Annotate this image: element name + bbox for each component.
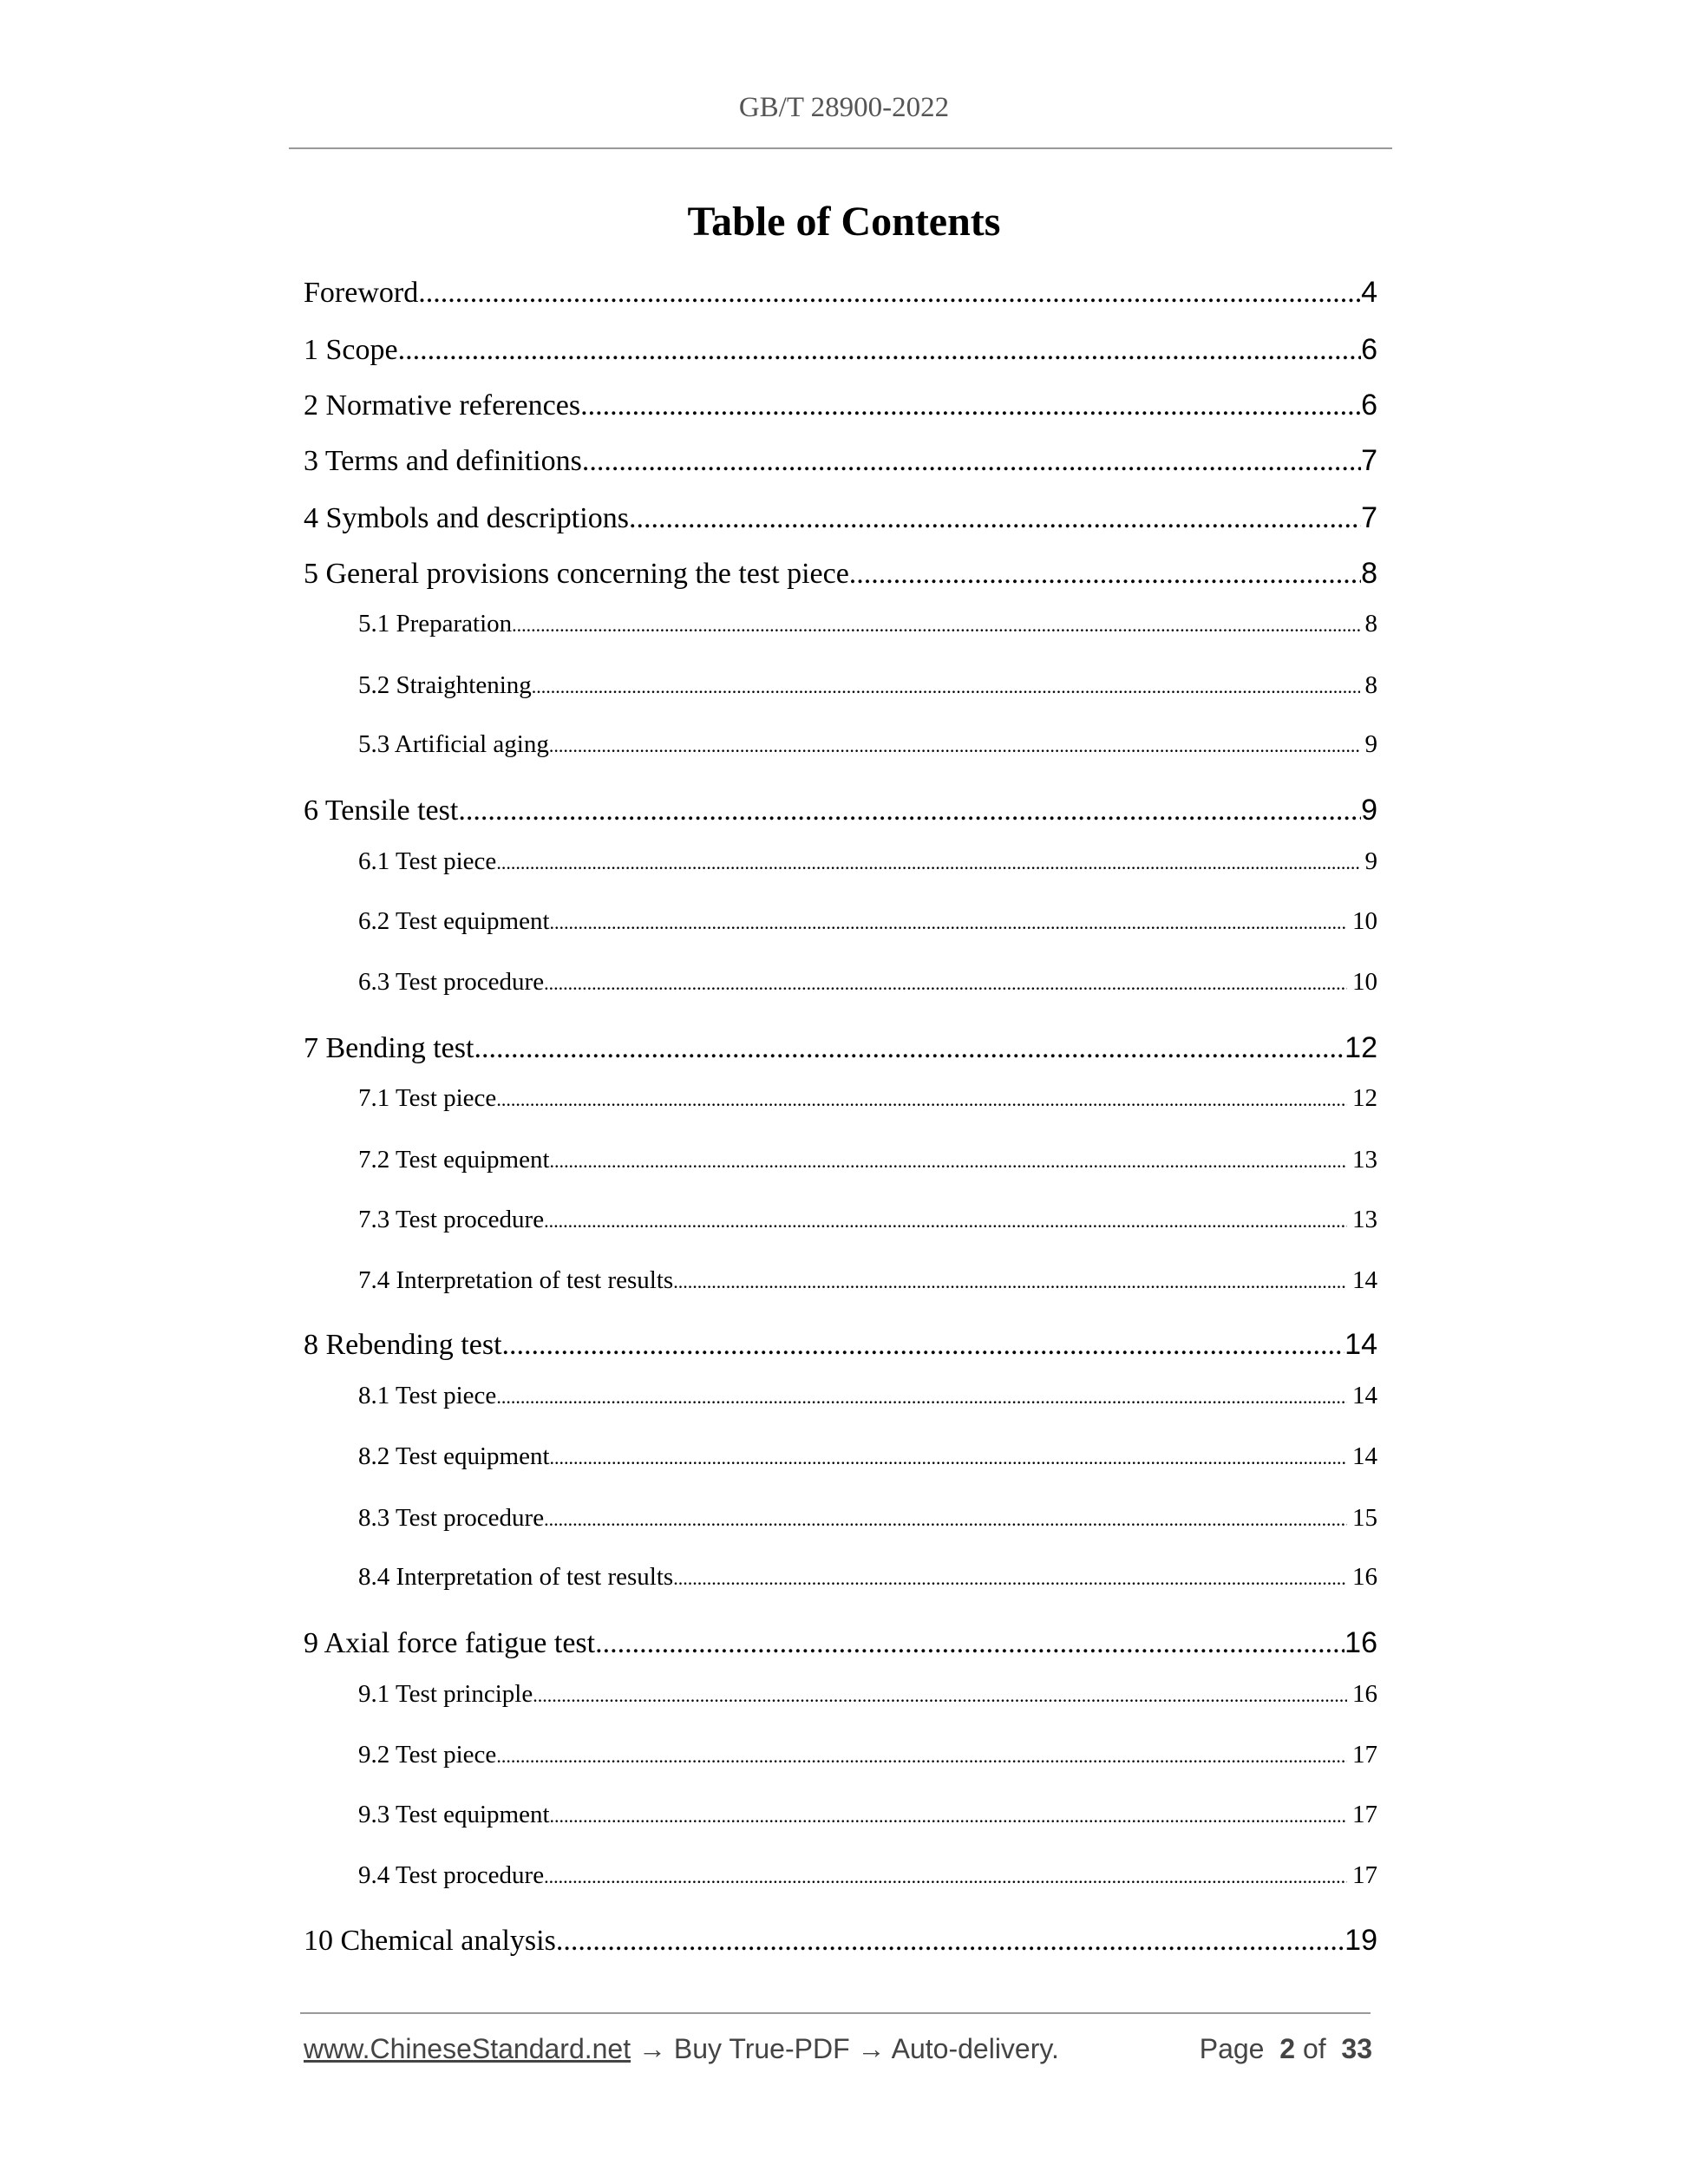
- toc-entry-label: 5.3 Artificial aging: [358, 730, 549, 758]
- dot-leader: [496, 1386, 1347, 1409]
- toc-entry-page: 4: [1361, 276, 1377, 309]
- toc-entry-label: 4 Symbols and descriptions: [304, 502, 629, 534]
- toc-entry[interactable]: [304, 276, 1377, 314]
- toc-entry-label: 9 Axial force fatigue test: [304, 1627, 596, 1659]
- toc-entry-label: 8 Rebending test: [304, 1329, 502, 1361]
- toc-entry-label: 10 Chemical analysis: [304, 1925, 556, 1957]
- dot-leader: [849, 558, 1361, 591]
- toc-entry[interactable]: [304, 1031, 1377, 1069]
- toc-entry[interactable]: [358, 907, 1377, 940]
- toc-entry[interactable]: [358, 1382, 1377, 1415]
- toc-entry-page: 13: [1352, 1146, 1377, 1174]
- dot-leader: [550, 1150, 1347, 1173]
- toc-entry-label: 8.2 Test equipment: [358, 1442, 550, 1470]
- toc-entry-page: 10: [1352, 907, 1377, 935]
- dot-leader: [496, 852, 1359, 874]
- toc-entry[interactable]: [358, 610, 1377, 643]
- toc-entry[interactable]: [358, 968, 1377, 1001]
- footer-promo: [304, 2033, 1059, 2065]
- toc-entry[interactable]: [358, 1442, 1377, 1475]
- toc-entry-label: 8.4 Interpretation of test results: [358, 1563, 674, 1591]
- total-pages: 33: [1341, 2033, 1372, 2064]
- current-page: 2: [1279, 2033, 1296, 2064]
- toc-entry[interactable]: [358, 1680, 1377, 1713]
- toc-entry-page: 14: [1352, 1266, 1377, 1294]
- toc-entry-label: 8.1 Test piece: [358, 1382, 497, 1409]
- toc-entry-page: 19: [1345, 1924, 1377, 1957]
- dot-leader: [496, 1745, 1347, 1768]
- dot-leader: [673, 1271, 1347, 1293]
- dot-leader: [544, 1866, 1347, 1888]
- toc-entry-page: 8: [1364, 610, 1377, 638]
- toc-entry-label: 7.1 Test piece: [358, 1084, 497, 1112]
- dot-leader: [544, 1508, 1347, 1531]
- toc-entry-page: 17: [1352, 1741, 1377, 1769]
- dot-leader: [550, 912, 1347, 934]
- toc-entry-label: 9.2 Test piece: [358, 1741, 497, 1769]
- toc-entry[interactable]: [358, 1206, 1377, 1239]
- toc-entry[interactable]: [358, 1563, 1377, 1596]
- dot-leader: [582, 445, 1361, 478]
- toc-entry[interactable]: [358, 1146, 1377, 1179]
- toc-entry-page: 9: [1364, 847, 1377, 875]
- toc-entry-label: 9.1 Test principle: [358, 1680, 533, 1708]
- toc-entry-page: 12: [1352, 1084, 1377, 1112]
- toc-entry-label: Foreword: [304, 277, 419, 309]
- footer-divider: [300, 2012, 1371, 2014]
- toc-entry[interactable]: [304, 501, 1377, 539]
- toc-entry-page: 6: [1361, 389, 1377, 422]
- dot-leader: [595, 1627, 1345, 1660]
- toc-entry-page: 15: [1352, 1504, 1377, 1532]
- toc-entry-page: 16: [1352, 1563, 1377, 1591]
- toc-entry[interactable]: [358, 671, 1377, 704]
- toc-entry-label: 7 Bending test: [304, 1032, 474, 1064]
- toc-entry-page: 9: [1364, 730, 1377, 758]
- dot-leader: [544, 972, 1347, 995]
- dot-leader: [418, 277, 1361, 310]
- toc-entry[interactable]: [358, 1266, 1377, 1299]
- toc-entry-label: 9.3 Test equipment: [358, 1801, 550, 1828]
- toc-entry[interactable]: [358, 1861, 1377, 1894]
- toc-entry[interactable]: [358, 1741, 1377, 1774]
- toc-entry[interactable]: [304, 444, 1377, 482]
- dot-leader: [512, 614, 1359, 637]
- footer-tagline: → Buy True-PDF → Auto-delivery.: [631, 2033, 1059, 2064]
- dot-leader: [533, 1684, 1347, 1707]
- toc-entry[interactable]: [358, 847, 1377, 880]
- dot-leader: [550, 1805, 1347, 1828]
- toc-entry-label: 6.1 Test piece: [358, 847, 497, 875]
- toc-entry-label: 3 Terms and definitions: [304, 445, 582, 477]
- toc-entry-page: 14: [1345, 1328, 1377, 1361]
- dot-leader: [544, 1210, 1347, 1233]
- toc-entry-label: 8.3 Test procedure: [358, 1504, 545, 1532]
- website-link[interactable]: www.ChineseStandard.net: [304, 2033, 631, 2064]
- toc-entry-page: 17: [1352, 1861, 1377, 1889]
- toc-entry-page: 6: [1361, 333, 1377, 366]
- toc-entry[interactable]: [358, 730, 1377, 763]
- toc-entry-page: 10: [1352, 968, 1377, 996]
- toc-entry[interactable]: [358, 1084, 1377, 1117]
- toc-entry-page: 13: [1352, 1206, 1377, 1233]
- toc-entry-label: 5.1 Preparation: [358, 610, 513, 638]
- dot-leader: [496, 1089, 1347, 1111]
- toc-entry-page: 7: [1361, 501, 1377, 534]
- toc-entry-label: 7.4 Interpretation of test results: [358, 1266, 674, 1294]
- toc-entry-label: 9.4 Test procedure: [358, 1861, 545, 1889]
- toc-entry[interactable]: [304, 557, 1377, 595]
- toc-entry-label: 7.3 Test procedure: [358, 1206, 545, 1233]
- toc-entry-label: 5.2 Straightening: [358, 671, 532, 699]
- document-id-header: GB/T 28900-2022: [738, 92, 950, 123]
- toc-entry-page: 8: [1361, 557, 1377, 590]
- toc-entry-page: 17: [1352, 1801, 1377, 1828]
- toc-entry-page: 16: [1352, 1680, 1377, 1708]
- toc-entry[interactable]: [358, 1504, 1377, 1537]
- dot-leader: [629, 502, 1361, 535]
- dot-leader: [550, 1447, 1347, 1469]
- dot-leader: [673, 1567, 1347, 1590]
- dot-leader: [556, 1925, 1345, 1958]
- toc-entry-label: 1 Scope: [304, 334, 398, 366]
- toc-entry-page: 16: [1345, 1626, 1377, 1659]
- toc-entry-page: 9: [1361, 794, 1377, 827]
- toc-entry-label: 5 General provisions concerning the test piece: [304, 558, 849, 590]
- toc-entry-label: 6 Tensile test: [304, 794, 459, 827]
- toc-entry-label: 6.2 Test equipment: [358, 907, 550, 935]
- page-title: Table of Contents: [687, 199, 1001, 245]
- toc-entry[interactable]: [358, 1801, 1377, 1834]
- toc-entry-page: 14: [1352, 1442, 1377, 1470]
- dot-leader: [532, 676, 1360, 698]
- toc-entry-label: 2 Normative references: [304, 389, 581, 422]
- dot-leader: [549, 735, 1360, 757]
- toc-entry[interactable]: [304, 1328, 1377, 1366]
- toc-entry[interactable]: [304, 1626, 1377, 1664]
- toc-entry[interactable]: [304, 389, 1377, 427]
- dot-leader: [580, 389, 1361, 422]
- toc-entry-label: 7.2 Test equipment: [358, 1146, 550, 1174]
- toc-entry[interactable]: [304, 333, 1377, 371]
- toc-entry-page: 8: [1364, 671, 1377, 699]
- toc-entry-page: 7: [1361, 444, 1377, 477]
- toc-entry-page: 12: [1345, 1031, 1377, 1064]
- footer: [304, 2033, 1372, 2065]
- dot-leader: [458, 794, 1361, 827]
- toc-entry[interactable]: [304, 1924, 1377, 1962]
- page-indicator: Page 2 of 33: [1199, 2033, 1372, 2064]
- toc-entry[interactable]: [304, 794, 1377, 832]
- header-divider: [289, 147, 1392, 149]
- dot-leader: [398, 334, 1361, 367]
- dot-leader: [502, 1329, 1345, 1362]
- dot-leader: [474, 1032, 1345, 1065]
- toc-entry-page: 14: [1352, 1382, 1377, 1409]
- toc-entry-label: 6.3 Test procedure: [358, 968, 545, 996]
